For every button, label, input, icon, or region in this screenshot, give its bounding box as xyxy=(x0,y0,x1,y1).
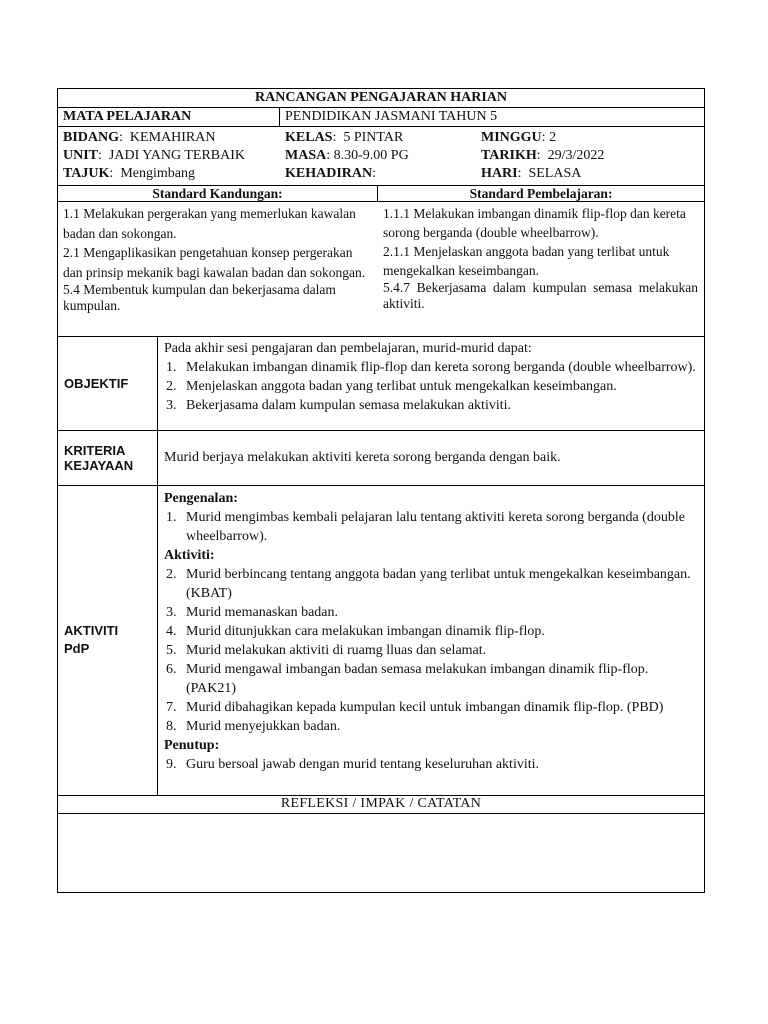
item-number: 7. xyxy=(166,700,177,715)
standard-header-row xyxy=(58,186,704,202)
item-text: Menjelaskan anggota badan yang terlibat untuk mengekalkan keseimbangan. xyxy=(186,379,617,394)
refleksi-header: REFLEKSI / IMPAK / CATATAN xyxy=(58,796,704,814)
minggu-value: 2 xyxy=(549,130,557,145)
item-number: 2. xyxy=(166,379,177,394)
kelas-value: 5 PINTAR xyxy=(343,130,404,145)
item-text: Murid berbincang tentang anggota badan yang terlibat untuk mengekalkan keseimbangan. (KBAT) xyxy=(186,567,691,601)
unit-line: UNIT: JADI YANG TERBAIK xyxy=(63,148,246,163)
list-item xyxy=(164,717,698,736)
item-text: Melakukan imbangan dinamik flip-flop dan kereta sorong berganda (double wheelbarrow). xyxy=(186,360,696,375)
list-item xyxy=(164,622,698,641)
info-col-2 xyxy=(280,127,476,185)
tajuk-label: TAJUK xyxy=(63,166,110,181)
item-text: Murid mengawal imbangan badan semasa melakukan imbangan dinamik flip-flop. (PAK21) xyxy=(186,662,649,696)
hari-label: HARI xyxy=(481,166,518,181)
tajuk-line: TAJUK: Mengimbang xyxy=(63,166,195,181)
pembelajaran-item: 2.1.1 Menjelaskan anggota badan yang terlibat untuk mengekalkan keseimbangan. xyxy=(383,244,670,278)
list-item xyxy=(164,358,698,377)
masa-value: 8.30-9.00 PG xyxy=(333,148,409,163)
aktiviti-label-line1: AKTIVITI xyxy=(64,623,119,638)
kriteria-label-line1: KRITERIA xyxy=(64,443,126,458)
unit-value: JADI YANG TERBAIK xyxy=(108,148,246,163)
tarikh-line: TARIKH: 29/3/2022 xyxy=(481,148,605,163)
info-col-3 xyxy=(476,127,704,185)
lesson-plan-table xyxy=(57,88,705,893)
minggu-line: MINGGU: 2 xyxy=(481,130,557,145)
pembelajaran-item: 1.1.1 Melakukan imbangan dinamik flip-flop dan kereta sorong berganda (double wheelbarrow). xyxy=(383,206,686,240)
hari-line: HARI: SELASA xyxy=(481,166,582,181)
list-item xyxy=(164,660,698,698)
pengenalan-list xyxy=(164,508,698,546)
item-text: Murid memanaskan badan. xyxy=(186,605,339,620)
item-text: Murid ditunjukkan cara melakukan imbangan dinamik flip-flop. xyxy=(186,624,545,639)
aktiviti-row xyxy=(58,486,704,796)
list-item xyxy=(164,565,698,603)
aktiviti-heading: Aktiviti: xyxy=(164,548,215,563)
kriteria-row xyxy=(58,431,704,486)
kriteria-label xyxy=(58,431,158,485)
minggu-label: MINGGU xyxy=(481,130,542,145)
standard-pembelajaran-list xyxy=(378,202,704,336)
kehadiran-label: KEHADIRAN xyxy=(285,166,373,181)
standard-pembelajaran-header: Standard Pembelajaran: xyxy=(469,186,613,201)
pengenalan-heading: Pengenalan: xyxy=(164,491,238,506)
kehadiran-line: KEHADIRAN: xyxy=(285,166,377,181)
objektif-label: OBJEKTIF xyxy=(58,337,158,430)
masa-label: MASA xyxy=(285,148,327,163)
document-title: RANCANGAN PENGAJARAN HARIAN xyxy=(58,89,704,108)
tajuk-value: Mengimbang xyxy=(120,166,195,181)
item-number: 4. xyxy=(166,624,177,639)
subject-label: MATA PELAJARAN xyxy=(58,108,280,126)
bidang-label: BIDANG xyxy=(63,130,120,145)
item-number: 2. xyxy=(166,567,177,582)
unit-label: UNIT xyxy=(63,148,99,163)
item-number: 6. xyxy=(166,662,177,677)
kelas-line: KELAS: 5 PINTAR xyxy=(285,130,404,145)
pembelajaran-item: 5.4.7 Bekerjasama dalam kumpulan semasa melakukan aktiviti. xyxy=(383,280,698,311)
objektif-list xyxy=(164,358,698,415)
kandungan-item: 2.1 Mengaplikasikan pengetahuan konsep pergerakan dan prinsip mekanik bagi kawalan badan dan sokongan. xyxy=(63,245,366,280)
subject-row xyxy=(58,108,704,127)
info-row xyxy=(58,127,704,186)
bidang-line: BIDANG: KEMAHIRAN xyxy=(63,130,216,145)
kelas-label: KELAS xyxy=(285,130,333,145)
item-number: 5. xyxy=(166,643,177,658)
list-item xyxy=(164,755,698,774)
standard-kandungan-header: Standard Kandungan: xyxy=(58,186,378,201)
item-number: 1. xyxy=(166,360,177,375)
kandungan-item: 5.4 Membentuk kumpulan dan bekerjasama dalam kumpulan. xyxy=(63,282,336,313)
refleksi-body xyxy=(58,814,704,892)
objektif-content xyxy=(158,337,704,430)
list-item xyxy=(164,377,698,396)
list-item xyxy=(164,603,698,622)
item-text: Guru bersoal jawab dengan murid tentang keseluruhan aktiviti. xyxy=(186,757,540,772)
item-text: Murid dibahagikan kepada kumpulan kecil untuk imbangan dinamik flip-flop. (PBD) xyxy=(186,700,664,715)
item-text: Bekerjasama dalam kumpulan semasa melakukan aktiviti. xyxy=(186,398,512,413)
list-item xyxy=(164,698,698,717)
item-text: Murid menyejukkan badan. xyxy=(186,719,341,734)
kriteria-content: Murid berjaya melakukan aktiviti kereta sorong berganda dengan baik. xyxy=(164,450,561,465)
penutup-heading: Penutup: xyxy=(164,738,220,753)
kandungan-item: 1.1 Melakukan pergerakan yang memerlukan kawalan badan dan sokongan. xyxy=(63,206,356,241)
objektif-intro: Pada akhir sesi pengajaran dan pembelajaran, murid-murid dapat: xyxy=(164,341,532,356)
info-col-1 xyxy=(58,127,280,185)
aktiviti-content xyxy=(158,486,704,795)
tarikh-value: 29/3/2022 xyxy=(547,148,605,163)
list-item xyxy=(164,396,698,415)
masa-line: MASA: 8.30-9.00 PG xyxy=(285,148,409,163)
item-number: 1. xyxy=(166,510,177,525)
kriteria-label-line2: KEJAYAAN xyxy=(64,458,134,473)
hari-value: SELASA xyxy=(528,166,582,181)
standard-kandungan-list xyxy=(58,202,378,336)
list-item xyxy=(164,641,698,660)
item-number: 3. xyxy=(166,605,177,620)
aktiviti-label-line2: PdP xyxy=(64,641,90,656)
item-number: 3. xyxy=(166,398,177,413)
aktiviti-list xyxy=(164,565,698,736)
standard-body-row xyxy=(58,202,704,337)
subject-value: PENDIDIKAN JASMANI TAHUN 5 xyxy=(285,109,498,124)
objektif-row xyxy=(58,337,704,431)
item-text: Murid melakukan aktiviti di ruamg lluas dan selamat. xyxy=(186,643,487,658)
list-item xyxy=(164,508,698,546)
item-number: 9. xyxy=(166,757,177,772)
item-text: Murid mengimbas kembali pelajaran lalu tentang aktiviti kereta sorong berganda (double wheelbarrow). xyxy=(186,510,685,544)
tarikh-label: TARIKH xyxy=(481,148,537,163)
aktiviti-label xyxy=(58,486,158,795)
item-number: 8. xyxy=(166,719,177,734)
penutup-list xyxy=(164,755,698,774)
bidang-value: KEMAHIRAN xyxy=(129,130,216,145)
